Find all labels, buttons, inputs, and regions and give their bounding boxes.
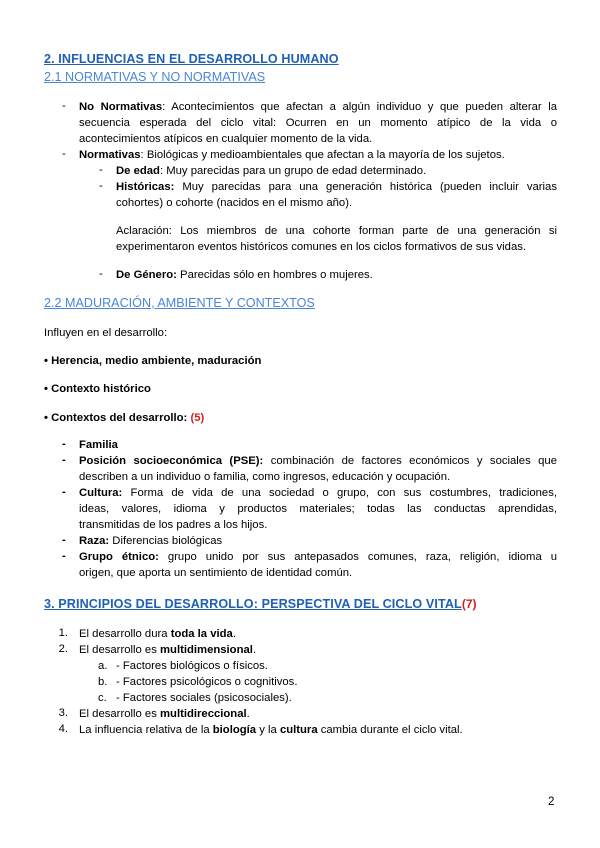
list-dash: -: [62, 486, 66, 498]
raza-line: Raza: Diferencias biológicas: [79, 535, 223, 547]
subitem-biologicos: - Factores biológicos o físicos.: [116, 660, 268, 672]
list-dash: -: [99, 268, 103, 280]
familia-item: Familia: [79, 439, 118, 451]
no-normativas-line3: acontecimientos atípicos en cualquier momento de la vida.: [79, 133, 373, 145]
principle-1: El desarrollo dura toda la vida.: [79, 628, 236, 640]
pse-line1: Posición socioeconómica (PSE): combinación de factores económicos y sociales que: [79, 455, 557, 467]
section-2-title: 2. INFLUENCIAS EN EL DESARROLLO HUMANO: [44, 52, 339, 66]
de-edad-line: De edad: Muy parecidas para un grupo de edad determinado.: [116, 165, 427, 177]
grupo-etnico-line1: Grupo étnico: grupo unido por sus antepasados comunes, raza, religión, idioma u: [79, 551, 557, 563]
principle-3: El desarrollo es multidireccional.: [79, 708, 250, 720]
bullet-contexto-historico: • Contexto histórico: [44, 383, 151, 395]
aclaracion-line2: experimentaron eventos históricos comunes en los ciclos formativos de sus vidas.: [116, 241, 527, 253]
subitem-psicologicos: - Factores psicológicos o cognitivos.: [116, 676, 298, 688]
de-genero-line: De Género: Parecidas sólo en hombres o mujeres.: [116, 269, 373, 281]
item-number: 1.: [58, 627, 68, 639]
list-dash: -: [62, 534, 66, 546]
cultura-line1: Cultura: Forma de vida de una sociedad o grupo, con sus costumbres, tradiciones,: [79, 487, 557, 499]
subitem-letter: a.: [98, 660, 108, 672]
cultura-line3: transmitidas de los padres a los hijos.: [79, 519, 268, 531]
section-2-2-title: 2.2 MADURACIÓN, AMBIENTE Y CONTEXTOS: [44, 296, 315, 310]
cultura-line2: ideas, valores, idioma y productos materiales; todas las conductas aprendidas,: [79, 503, 557, 515]
section-3-title: 3. PRINCIPIOS DEL DESARROLLO: PERSPECTIVA DEL CICLO VITAL(7): [44, 597, 477, 611]
list-dash: -: [62, 100, 66, 112]
item-number: 2.: [58, 643, 68, 655]
bullet-contextos-desarrollo: • Contextos del desarrollo: (5): [44, 412, 205, 424]
list-dash: -: [99, 164, 103, 176]
list-dash: -: [62, 550, 66, 562]
influyen-text: Influyen en el desarrollo:: [44, 327, 168, 339]
reference-badge: (7): [461, 597, 477, 611]
no-normativas-line2: secuencia esperada del ciclo vital: Ocurren en un momento atípico de la vida o: [79, 117, 557, 129]
item-number: 4.: [58, 723, 68, 735]
normativas-line: Normativas: Biológicas y medioambientales que afectan a la mayoría de los sujetos.: [79, 149, 505, 161]
principle-2: El desarrollo es multidimensional.: [79, 644, 257, 656]
historicas-line1: Históricas: Muy parecidas para una generación histórica (pueden incluir varias: [116, 181, 557, 193]
list-dash: -: [62, 438, 66, 450]
list-dash: -: [62, 454, 66, 466]
bullet-herencia: • Herencia, medio ambiente, maduración: [44, 355, 262, 367]
list-dash: -: [62, 148, 66, 160]
subitem-letter: b.: [98, 676, 108, 688]
list-dash: -: [99, 180, 103, 192]
no-normativas-line1: No Normativas: Acontecimientos que afectan a algún individuo y que pueden alterar la: [79, 101, 557, 113]
grupo-etnico-line2: origen, que aporta un sentimiento de identidad común.: [79, 567, 353, 579]
pse-line2: describen a un individuo o familia, como ingresos, educación y ocupación.: [79, 471, 451, 483]
subitem-sociales: - Factores sociales (psicosociales).: [116, 692, 292, 704]
principle-4: La influencia relativa de la biología y la cultura cambia durante el ciclo vital.: [79, 724, 463, 736]
section-2-1-title: 2.1 NORMATIVAS Y NO NORMATIVAS: [44, 70, 266, 84]
historicas-line2: cohortes) o cohorte (nacidos en el mismo año).: [116, 197, 353, 209]
page-number: 2: [548, 796, 555, 808]
aclaracion-line1: Aclaración: Los miembros de una cohorte forman parte de una generación si: [116, 225, 557, 237]
subitem-letter: c.: [98, 692, 107, 704]
item-number: 3.: [58, 707, 68, 719]
reference-badge: (5): [190, 412, 205, 424]
